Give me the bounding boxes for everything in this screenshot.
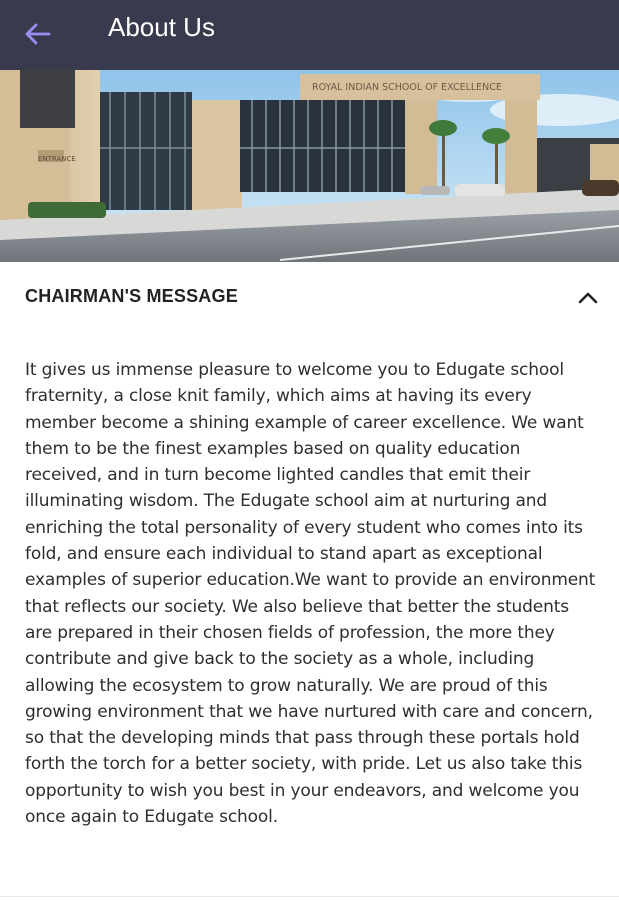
school-building-photo	[0, 70, 619, 262]
svg-text:ENTRANCE: ENTRANCE	[38, 155, 76, 163]
svg-text:ROYAL INDIAN SCHOOL OF EXCELLE: ROYAL INDIAN SCHOOL OF EXCELLENCE	[312, 82, 502, 93]
arrow-left-icon	[25, 23, 51, 45]
chairmans-message-body: It gives us immense pleasure to welcome you to Edugate school fraternity, a close knit family, which aims at having its every member become a shining example of career excellence. We want them to be the finest examples based on quality education received, and in turn become lighted candles that emit their illuminating wisdom. The Edugate school aim at nurturing and enriching the total personality of every student who comes into its fold, and ensure each individual to stand apart as exceptional examples of superior education.We want to provide an environment that reflects our society. We also believe that better the students are prepared in their chosen fields of profession, the more they contribute and give back to the society as a whole, including allowing the ecosystem to grow naturally. We are proud of this growing environment that we have nurtured with care and concern, so that the developing minds that pass through these portals hold forth the torch for a better society, with pride. Let us also take this opportunity to wish you best in your endeavors, and welcome you once again to Edugate school.	[25, 360, 596, 828]
divider	[0, 896, 619, 897]
section-title: CHAIRMAN'S MESSAGE	[25, 286, 238, 306]
chevron-up-icon	[577, 291, 599, 305]
app-bar	[0, 0, 619, 70]
page-title: About Us	[108, 12, 215, 42]
back-button[interactable]	[20, 16, 56, 52]
chairmans-message-header[interactable]	[0, 262, 619, 332]
collapse-toggle-button[interactable]	[572, 282, 604, 314]
